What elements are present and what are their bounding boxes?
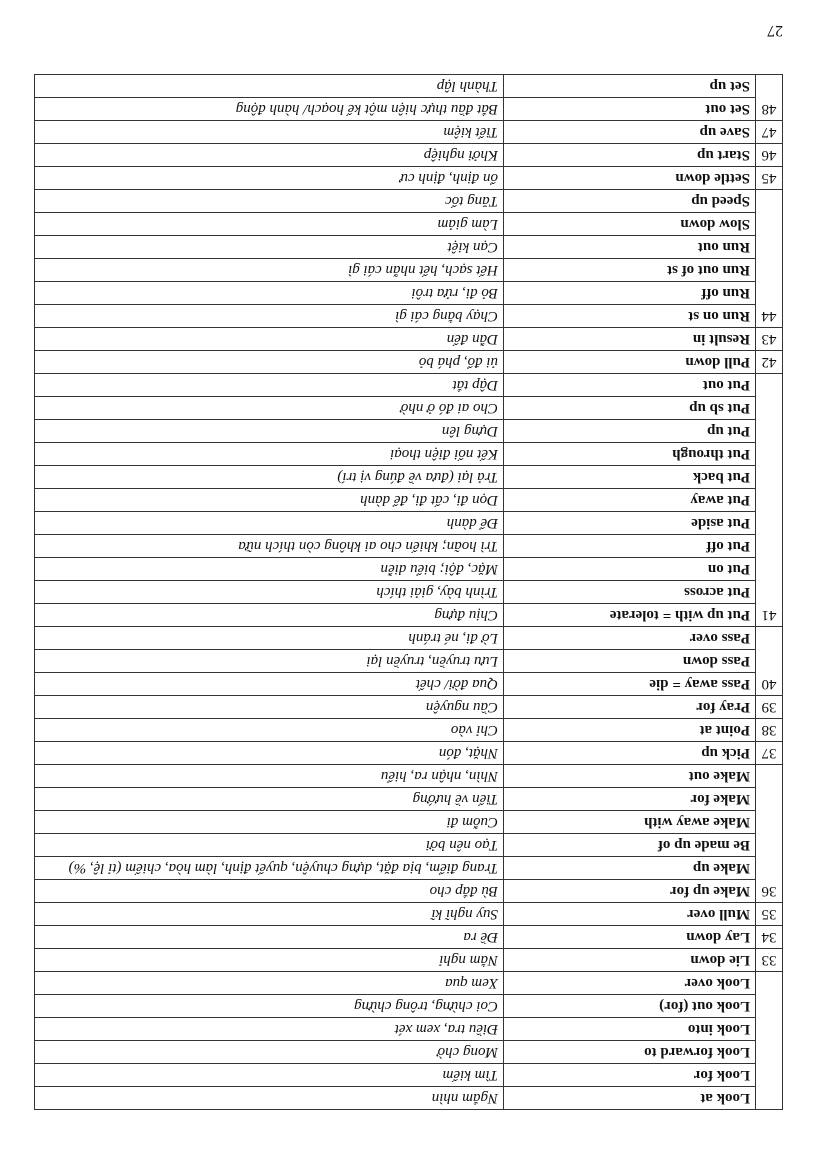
phrasal-verb: Set up bbox=[504, 75, 756, 98]
entry-number: 37 bbox=[756, 742, 783, 765]
entry-number: 47 bbox=[756, 121, 783, 144]
table-row bbox=[35, 834, 783, 857]
meaning: Cho ai đó ở nhờ bbox=[35, 397, 504, 420]
phrasal-verb: Set out bbox=[504, 98, 756, 121]
phrasal-verb: Pick up bbox=[504, 742, 756, 765]
phrasal-verb: Look into bbox=[504, 1018, 756, 1041]
meaning: Cầu nguyện bbox=[35, 696, 504, 719]
table-row bbox=[35, 949, 783, 972]
phrasal-verb: Make up bbox=[504, 857, 756, 880]
table-row bbox=[35, 282, 783, 305]
phrasal-verb: Run on st bbox=[504, 305, 756, 328]
table-row bbox=[35, 443, 783, 466]
phrasal-verb: Settle down bbox=[504, 167, 756, 190]
phrasal-verb-table bbox=[34, 74, 783, 1110]
entry-number: 34 bbox=[756, 926, 783, 949]
phrasal-verb: Point at bbox=[504, 719, 756, 742]
table-row bbox=[35, 213, 783, 236]
meaning: Thành lập bbox=[35, 75, 504, 98]
phrasal-verb: Put off bbox=[504, 535, 756, 558]
meaning: Xem qua bbox=[35, 972, 504, 995]
table-row bbox=[35, 926, 783, 949]
phrasal-verb: Start up bbox=[504, 144, 756, 167]
table-row bbox=[35, 765, 783, 788]
meaning: ủi đổ, phá bỏ bbox=[35, 351, 504, 374]
phrasal-verb: Pull down bbox=[504, 351, 756, 374]
table-row bbox=[35, 581, 783, 604]
table-row bbox=[35, 466, 783, 489]
entry-number: 44 bbox=[756, 190, 783, 328]
phrasal-verb: Look out (for) bbox=[504, 995, 756, 1018]
phrasal-verb: Mull over bbox=[504, 903, 756, 926]
entry-number: 46 bbox=[756, 144, 783, 167]
phrasal-verb: Save up bbox=[504, 121, 756, 144]
phrasal-verb: Put up with = tolerate bbox=[504, 604, 756, 627]
phrasal-verb: Make for bbox=[504, 788, 756, 811]
table-row bbox=[35, 305, 783, 328]
meaning: Nằm nghỉ bbox=[35, 949, 504, 972]
table-row bbox=[35, 1087, 783, 1110]
table-row bbox=[35, 167, 783, 190]
meaning: Trì hoãn; khiến cho ai không còn thích nữa bbox=[35, 535, 504, 558]
meaning: Bắt đầu thực hiện một kế hoạch/ hành động bbox=[35, 98, 504, 121]
entry-number: 41 bbox=[756, 374, 783, 627]
phrasal-verb: Run out bbox=[504, 236, 756, 259]
entry-number: 38 bbox=[756, 719, 783, 742]
table-row bbox=[35, 190, 783, 213]
meaning: Làm giảm bbox=[35, 213, 504, 236]
meaning: Suy nghĩ kĩ bbox=[35, 903, 504, 926]
table-row bbox=[35, 650, 783, 673]
meaning: Khởi nghiệp bbox=[35, 144, 504, 167]
table-row bbox=[35, 811, 783, 834]
meaning: Kết nối điện thoại bbox=[35, 443, 504, 466]
phrasal-verb: Speed up bbox=[504, 190, 756, 213]
meaning: Chịu đựng bbox=[35, 604, 504, 627]
meaning: Đề ra bbox=[35, 926, 504, 949]
table-row bbox=[35, 558, 783, 581]
meaning: Mặc, đội; biểu diễn bbox=[35, 558, 504, 581]
meaning: Tạo nên bởi bbox=[35, 834, 504, 857]
meaning: ổn định, định cư bbox=[35, 167, 504, 190]
entry-number: 36 bbox=[756, 765, 783, 903]
table-row bbox=[35, 880, 783, 903]
meaning: Coi chừng, trông chừng bbox=[35, 995, 504, 1018]
meaning: Chỉ vào bbox=[35, 719, 504, 742]
phrasal-verb: Pass away = die bbox=[504, 673, 756, 696]
table-row bbox=[35, 420, 783, 443]
table-row bbox=[35, 627, 783, 650]
entry-number: 33 bbox=[756, 949, 783, 972]
table-row bbox=[35, 742, 783, 765]
phrasal-verb: Be made up of bbox=[504, 834, 756, 857]
entry-number bbox=[756, 972, 783, 1110]
table-row bbox=[35, 98, 783, 121]
phrasal-verb: Put away bbox=[504, 489, 756, 512]
page-number: 27 bbox=[767, 22, 783, 39]
phrasal-verb: Result in bbox=[504, 328, 756, 351]
entry-number: 43 bbox=[756, 328, 783, 351]
table-row bbox=[35, 397, 783, 420]
phrasal-verb: Lie down bbox=[504, 949, 756, 972]
table-row bbox=[35, 1018, 783, 1041]
table-row bbox=[35, 535, 783, 558]
phrasal-verb: Make out bbox=[504, 765, 756, 788]
table-row bbox=[35, 903, 783, 926]
meaning: Cạn kiệt bbox=[35, 236, 504, 259]
phrasal-verb: Put sb up bbox=[504, 397, 756, 420]
phrasal-verb: Put on bbox=[504, 558, 756, 581]
table-row bbox=[35, 236, 783, 259]
meaning: Dọn đi, cất đi, để dành bbox=[35, 489, 504, 512]
meaning: Ngắm nhìn bbox=[35, 1087, 504, 1110]
meaning: Để dành bbox=[35, 512, 504, 535]
meaning: Trang điểm, bịa đặt, dựng chuyện, quyết định, làm hòa, chiếm (tỉ lệ, %) bbox=[35, 857, 504, 880]
phrasal-verb: Put through bbox=[504, 443, 756, 466]
table-row bbox=[35, 259, 783, 282]
meaning: Bù đắp cho bbox=[35, 880, 504, 903]
entry-number: 45 bbox=[756, 167, 783, 190]
phrasal-verb: Look for bbox=[504, 1064, 756, 1087]
meaning: Nhặt, đón bbox=[35, 742, 504, 765]
table-row bbox=[35, 788, 783, 811]
phrasal-verb: Put out bbox=[504, 374, 756, 397]
table-row bbox=[35, 144, 783, 167]
table-row bbox=[35, 604, 783, 627]
table-row bbox=[35, 512, 783, 535]
meaning: Lưu truyền, truyền lại bbox=[35, 650, 504, 673]
phrasal-verb: Run out of st bbox=[504, 259, 756, 282]
table-row bbox=[35, 972, 783, 995]
meaning: Tiến về hướng bbox=[35, 788, 504, 811]
phrasal-verb-table-body bbox=[35, 75, 783, 1110]
table-row bbox=[35, 328, 783, 351]
phrasal-verb: Put across bbox=[504, 581, 756, 604]
entry-number: 35 bbox=[756, 903, 783, 926]
table-row bbox=[35, 857, 783, 880]
phrasal-verb: Pray for bbox=[504, 696, 756, 719]
phrasal-verb: Run off bbox=[504, 282, 756, 305]
table-row bbox=[35, 719, 783, 742]
meaning: Trả lại (đưa về đúng vị trí) bbox=[35, 466, 504, 489]
phrasal-verb: Make away with bbox=[504, 811, 756, 834]
phrasal-verb: Put back bbox=[504, 466, 756, 489]
meaning: Nhìn, nhận ra, hiểu bbox=[35, 765, 504, 788]
phrasal-verb: Slow down bbox=[504, 213, 756, 236]
meaning: Chạy bằng cái gì bbox=[35, 305, 504, 328]
meaning: Tăng tốc bbox=[35, 190, 504, 213]
phrasal-verb: Pass over bbox=[504, 627, 756, 650]
meaning: Lờ đi, né tránh bbox=[35, 627, 504, 650]
meaning: Cuỗm đi bbox=[35, 811, 504, 834]
phrasal-verb: Look over bbox=[504, 972, 756, 995]
table-row bbox=[35, 1064, 783, 1087]
meaning: Trình bày, giải thích bbox=[35, 581, 504, 604]
entry-number: 42 bbox=[756, 351, 783, 374]
meaning: Mong chờ bbox=[35, 1041, 504, 1064]
meaning: Dập tắt bbox=[35, 374, 504, 397]
table-row bbox=[35, 374, 783, 397]
table-row bbox=[35, 489, 783, 512]
table-row bbox=[35, 1041, 783, 1064]
meaning: Tiết kiệm bbox=[35, 121, 504, 144]
meaning: Hết sạch, hết nhẵn cái gì bbox=[35, 259, 504, 282]
meaning: Điều tra, xem xét bbox=[35, 1018, 504, 1041]
table-row bbox=[35, 995, 783, 1018]
phrasal-verb: Put up bbox=[504, 420, 756, 443]
table-row bbox=[35, 351, 783, 374]
phrasal-verb: Look at bbox=[504, 1087, 756, 1110]
entry-number: 48 bbox=[756, 75, 783, 121]
phrasal-verb: Make up for bbox=[504, 880, 756, 903]
table-row bbox=[35, 75, 783, 98]
phrasal-verb: Pass down bbox=[504, 650, 756, 673]
meaning: Dựng lên bbox=[35, 420, 504, 443]
meaning: Bỏ đi, rửa trôi bbox=[35, 282, 504, 305]
meaning: Dẫn đến bbox=[35, 328, 504, 351]
entry-number: 40 bbox=[756, 627, 783, 696]
table-row bbox=[35, 696, 783, 719]
phrasal-verb: Lay down bbox=[504, 926, 756, 949]
phrasal-verb: Look forward to bbox=[504, 1041, 756, 1064]
meaning: Tìm kiếm bbox=[35, 1064, 504, 1087]
entry-number: 39 bbox=[756, 696, 783, 719]
meaning: Qua đời/ chết bbox=[35, 673, 504, 696]
phrasal-verb: Put aside bbox=[504, 512, 756, 535]
table-row bbox=[35, 121, 783, 144]
table-row bbox=[35, 673, 783, 696]
